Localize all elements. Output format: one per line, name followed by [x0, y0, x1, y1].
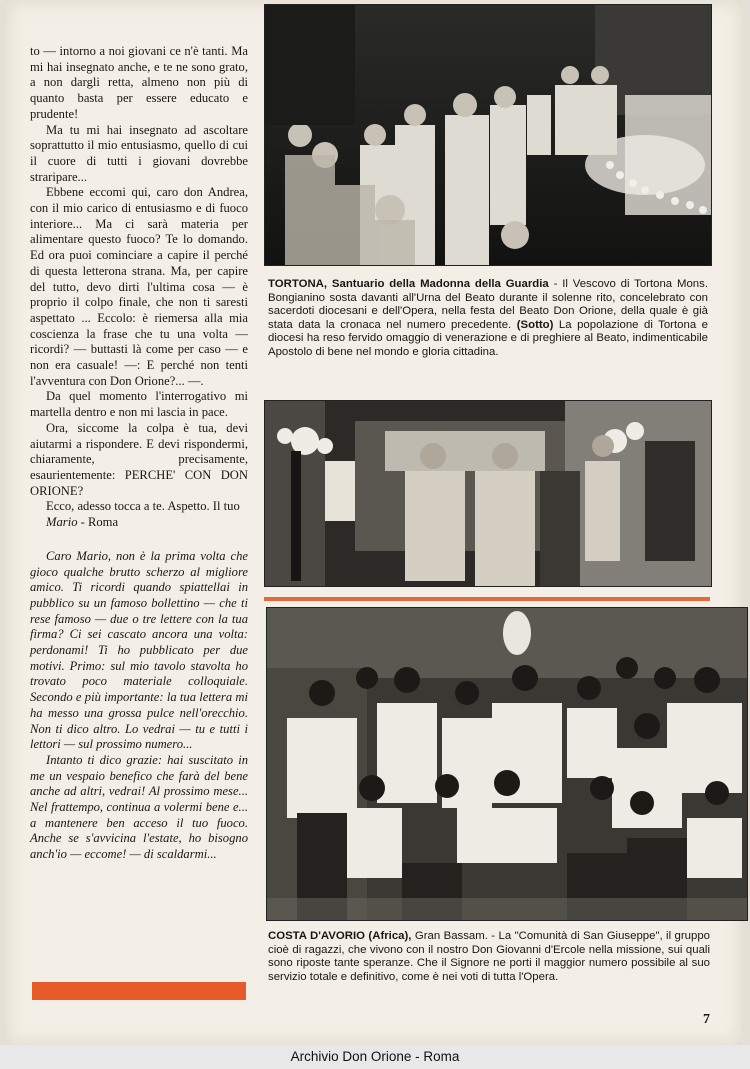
- caption-costa-heading: COSTA D'AVORIO (Africa),: [268, 930, 412, 942]
- reply-body: [30, 549, 248, 863]
- caption-tortona: [268, 278, 708, 360]
- signature-city: - Roma: [80, 515, 119, 530]
- page-number: 7: [703, 1012, 710, 1027]
- photo-costa-avorio-group: [266, 607, 748, 921]
- letter-paragraph: Ebbene eccomi qui, caro don Andrea, con il mio carico di entusiasmo e di fuoco interiore... Ma ci sarà materia per alimentare questo fuoco? Te lo domando. Ed ora puoi cominciare a capire il perché di questa letterona strana. Ma, per capire del tutto, devo dirti l'ultima cosa — è proprio il colpo finale, che non ti saresti aspettato ... Eccolo: è riemersa alla mia coscienza la frase che tu una volta — ricordi? — buttasti là come per caso — e non era casuale! —: E perché non tenti l'avventura con Don Orione?... —.: [30, 185, 248, 388]
- reply-paragraph: Intanto ti dico grazie: hai suscitato in me un vespaio benefico che farà del bene anche ad altri, vedrai! Al prossimo mese... Nel frattempo, continua a volermi bene e... a mantenere ben acceso il tuo fuoco. Anche se s'avvicina l'estate, ho bisogno anch'io — eccome! — di scaldarmi...: [30, 752, 248, 862]
- letter-paragraph: Ora, siccome la colpa è tua, devi aiutarmi a rispondere. E devi rispondermi, chiaramente, precisamente, esaurientemente: PERCHE' CON DON ORIONE?: [30, 420, 248, 498]
- caption-tortona-sotto: (Sotto): [516, 318, 554, 331]
- photo-tortona-ceremony: [264, 4, 712, 266]
- letter-paragraph: Ma tu mi hai insegnato ad ascoltare soprattutto il mio entusiasmo, quello di cui il cuore di tutti i giovani dovrebbe straripare...: [30, 122, 248, 184]
- letter-paragraph: to — intorno a noi giovani ce n'è tanti. Ma mi hai insegnato anche, e te ne sono grato, a non dargli retta, almeno non più di quanto basta per essere educato e prudente!: [30, 44, 248, 121]
- letter-signature: [30, 515, 248, 531]
- caption-costa-avorio: [268, 930, 710, 984]
- reply-paragraph: Caro Mario, non è la prima volta che gioco qualche brutto scherzo al migliore amico. Ti ricordi quando spiattellai in pubblico su un famoso bollettino — che ti rese famoso — due o tre lettere con la tua firma? Ci sei cascato ancora una volta: perdonami! Ti ho pubblicato per due motivi. Primo: sul mio tavolo stavolta ho trovato poco materiale colloquiale. Secondo e più importante: la tua lettera mi ha messo una grossa pulce nell'orecchio. Non ti dico altro. Lo vedrai — tu e tutti i lettori — sul prossimo numero...: [30, 548, 248, 752]
- caption-tortona-text2: La popolazione di Tortona e diocesi ha reso fervido omaggio di venerazione e di preghiere al Beato, indimenticabile Apostolo di bene nel mondo e gloria cittadina.: [268, 318, 708, 358]
- caption-tortona-text: - Il Vescovo di Tortona Mons. Bongianino sosta davanti all'Urna del Beato durante il solenne rito, concelebrato con sacerdoti diocesani e dell'Opera, nella festa del Beato Don Orione, della quale è già stata data la cronaca nel numero precedente.: [268, 278, 709, 331]
- caption-tortona-heading: TORTONA, Santuario della Madonna della Guardia: [268, 278, 549, 290]
- photo-costa-avorio-group-image: [267, 608, 747, 920]
- letter-paragraph: Da quel momento l'interrogativo mi martella dentro e non mi lascia in pace.: [30, 389, 248, 420]
- signature-name: Mario: [46, 515, 78, 530]
- letter-column: [30, 44, 248, 863]
- letter-body: [30, 44, 248, 531]
- photo-tortona-veneration: [264, 400, 712, 587]
- letter-paragraph: Ecco, adesso tocca a te. Aspetto. Il tuo: [46, 499, 240, 514]
- orange-rule: [264, 597, 710, 601]
- archive-label: Archivio Don Orione - Roma: [290, 1049, 460, 1064]
- photo-tortona-ceremony-image: [265, 5, 711, 265]
- red-divider-bar: [32, 982, 246, 1000]
- caption-costa-text: Gran Bassam. - La "Comunità di San Giuseppe", il gruppo cioè di ragazzi, che vivono con il nostro Don Giovanni d'Ercole nella missione, sui quali sono riposte tante speranze. Che il Signore ne porti il maggior numero possibile al suo servizio totale e definitivo, come è nei voti di tutta l'Opera.: [268, 930, 710, 983]
- photo-tortona-veneration-image: [265, 401, 711, 586]
